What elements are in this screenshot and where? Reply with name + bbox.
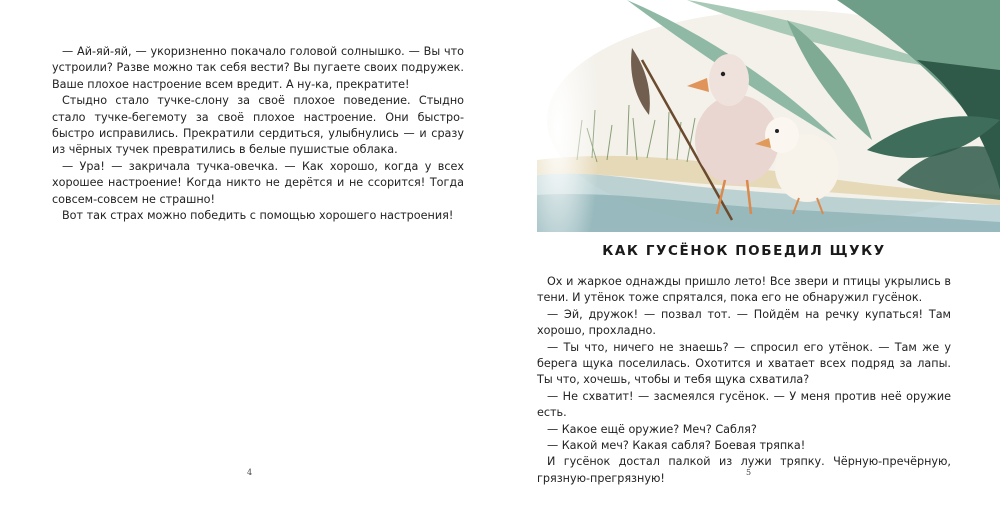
paragraph: Ох и жаркое однажды пришло лето! Все звери и птицы укрылись в тени. И утёнок тоже спрятался, пока его не обнаружил гусёнок.: [537, 275, 951, 305]
paragraph: — Какое ещё оружие? Меч? Сабля?: [547, 422, 757, 436]
left-page-text: [52, 44, 464, 224]
paragraph: Стыдно стало тучке-слону за своё плохое поведение. Стыдно стало тучке-бегемоту за своё плохое настроение. Они быстро-быстро исправились. Прекратили сердиться, улыбнулись — и сразу из чёрных тучек превратились в белые пушистые облака.: [52, 94, 464, 157]
gosling-and-duckling-illustration: [537, 0, 1000, 232]
right-page-text: [537, 274, 951, 487]
paragraph: — Эй, дружок! — позвал тот. — Пойдём на речку купаться! Там хорошо, прохладно.: [537, 307, 951, 338]
story-title: КАК ГУСЁНОК ПОБЕДИЛ ЩУКУ: [602, 243, 886, 259]
page-number-left: 4: [247, 468, 253, 477]
paragraph: — Ай-яй-яй, — укоризненно покачало головой солнышко. — Вы что устроили? Разве можно так себя вести? Вы пугаете своих подружек. Ваше плохое настроение всем вредит. А ну-ка, прекратите!: [52, 45, 464, 91]
paragraph: Вот так страх можно победить с помощью хорошего настроения!: [62, 209, 454, 223]
page-number-right: 5: [746, 468, 752, 477]
paragraph: — Какой меч? Какая сабля? Боевая тряпка!: [547, 439, 806, 453]
paragraph: И гусёнок достал палкой из лужи тряпку. Чёрную-пречёрную, грязную-прегрязную!: [537, 455, 951, 485]
paragraph: — Ты что, ничего не знаешь? — спросил его утёнок. — Там же у берега щука поселилась. Охотится и хватает всех подряд за лапы. Ты что, хочешь, чтобы и тебя щука схватила?: [537, 340, 951, 387]
paragraph: — Ура! — закричала тучка-овечка. — Как хорошо, когда у всех хорошее настроение! Когда никто не дерётся и не ссорится! Тогда совсем-совсем не страшно!: [52, 159, 464, 206]
paragraph: — Не схватит! — засмеялся гусёнок. — У меня против неё оружие есть.: [537, 389, 951, 420]
